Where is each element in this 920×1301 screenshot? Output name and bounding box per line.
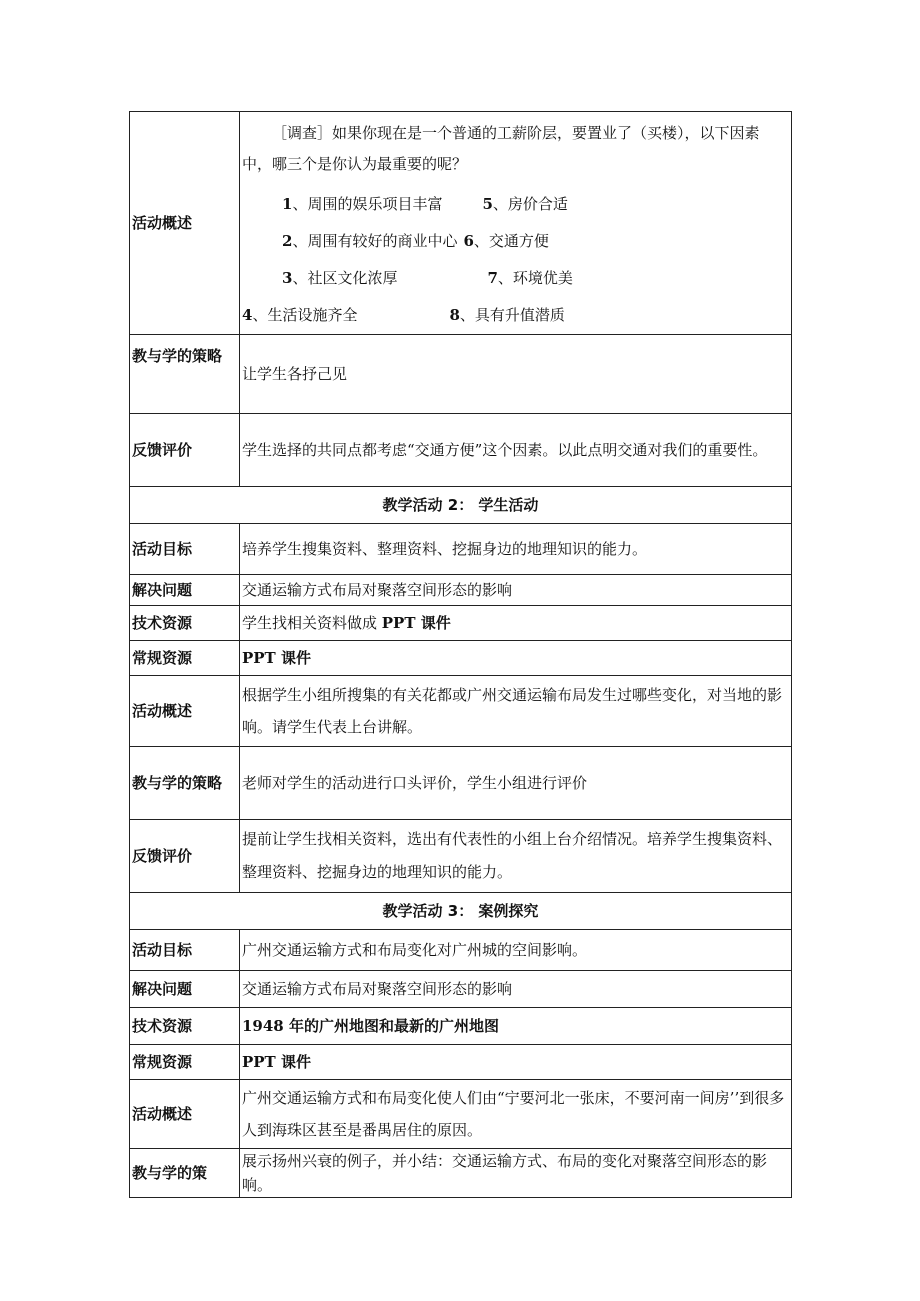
option-4-number: 4 (242, 306, 253, 324)
survey-content (240, 112, 792, 335)
option-1-number: 1 (282, 195, 293, 213)
row-a3-problem (130, 971, 792, 1008)
row-a2-tech (130, 606, 792, 641)
option-5-number: 5 (482, 195, 493, 213)
option-8-number: 8 (449, 306, 460, 324)
option-3-number: 3 (282, 269, 293, 287)
activity-2-title: 教学活动 2： 学生活动 (130, 487, 792, 524)
label-tech-resource: 技术资源 (130, 1008, 240, 1045)
options-row-1 (242, 186, 787, 223)
row-a3-conv (130, 1045, 792, 1080)
row-a2-overview (130, 676, 792, 747)
label-feedback: 反馈评价 (130, 414, 240, 487)
feedback-text (240, 414, 792, 487)
row-activity-overview-1 (130, 112, 792, 335)
a2-feedback-text (240, 820, 792, 893)
a2-tech-text (240, 606, 792, 641)
row-feedback-1 (130, 414, 792, 487)
row-a2-problem (130, 575, 792, 606)
row-activity-2-header (130, 487, 792, 524)
a2-feedback-paragraph: 提前让学生找相关资料，选出有代表性的小组上台介绍情况。培养学生搜集资料、整理资料、挖掘身边的地理知识的能力。 (242, 830, 783, 881)
label-conventional-resource: 常规资源 (130, 641, 240, 676)
row-activity-3-header (130, 893, 792, 930)
survey-question: ［调查］如果你现在是一个普通的工薪阶层，要置业了（买楼），以下因素中，哪三个是你认为最重要的呢？ (242, 124, 760, 173)
row-a3-strategy (130, 1149, 792, 1198)
a3-problem-text: 交通运输方式布局对聚落空间形态的影响 (240, 971, 792, 1008)
row-a3-tech (130, 1008, 792, 1045)
option-6-text: 、交通方便 (473, 232, 549, 250)
a2-goal-text: 培养学生搜集资料、整理资料、挖掘身边的地理知识的能力。 (240, 524, 792, 575)
option-7-number: 7 (487, 269, 498, 287)
a3-overview-text (240, 1080, 792, 1149)
options-row-2 (242, 223, 787, 260)
strategy-text: 让学生各抒己见 (240, 335, 792, 414)
a2-problem-text: 交通运输方式布局对聚落空间形态的影响 (240, 575, 792, 606)
options-row-4 (242, 297, 787, 334)
label-strategy: 教与学的策 (130, 1149, 240, 1198)
row-a3-goal (130, 930, 792, 971)
label-problem: 解决问题 (130, 575, 240, 606)
option-8-text: 、具有升值潜质 (459, 306, 565, 324)
option-1-text: 、周围的娱乐项目丰富 (292, 195, 443, 213)
a3-goal-text: 广州交通运输方式和布局变化对广州城的空间影响。 (240, 930, 792, 971)
a3-strategy-paragraph: 展示扬州兴衰的例子，并小结：交通运输方式、布局的变化对聚落空间形态的影响。 (242, 1152, 768, 1194)
a2-strategy-text: 老师对学生的活动进行口头评价，学生小组进行评价 (240, 747, 792, 820)
option-2-number: 2 (282, 232, 293, 250)
row-a2-feedback (130, 820, 792, 893)
a2-conv-text: PPT 课件 (240, 641, 792, 676)
label-feedback: 反馈评价 (130, 820, 240, 893)
label-activity-overview: 活动概述 (130, 676, 240, 747)
label-activity-goal: 活动目标 (130, 930, 240, 971)
option-3-text: 、社区文化浓厚 (292, 269, 398, 287)
a3-overview-paragraph: 广州交通运输方式和布局变化使人们由“宁要河北一张床，不要河南一间房’’到很多人到海珠区甚至是番禺居住的原因。 (242, 1089, 785, 1139)
a3-conv-text: PPT 课件 (240, 1045, 792, 1080)
row-strategy-1 (130, 335, 792, 414)
activity-3-title: 教学活动 3： 案例探究 (130, 893, 792, 930)
a3-strategy-text (240, 1149, 792, 1198)
label-tech-resource: 技术资源 (130, 606, 240, 641)
option-5-text: 、房价合适 (492, 195, 568, 213)
label-activity-goal: 活动目标 (130, 524, 240, 575)
label-activity-overview: 活动概述 (130, 112, 240, 335)
option-6-number: 6 (463, 232, 474, 250)
option-7-text: 、环境优美 (497, 269, 573, 287)
feedback-paragraph: 学生选择的共同点都考虑“交通方便”这个因素。以此点明交通对我们的重要性。 (242, 440, 768, 459)
label-problem: 解决问题 (130, 971, 240, 1008)
option-2-text: 、周围有较好的商业中心 (292, 232, 458, 250)
lesson-plan-table (129, 111, 792, 1198)
a3-tech-text: 1948 年的广州地图和最新的广州地图 (240, 1008, 792, 1045)
row-a3-overview (130, 1080, 792, 1149)
a2-overview-paragraph: 根据学生小组所搜集的有关花都或广州交通运输布局发生过哪些变化，对当地的影响。请学生代表上台讲解。 (242, 686, 783, 736)
row-a2-strategy (130, 747, 792, 820)
row-a2-conv (130, 641, 792, 676)
option-4-text: 、生活设施齐全 (252, 306, 358, 324)
a2-tech-prefix: 学生找相关资料做成 (242, 614, 382, 632)
a2-overview-text (240, 676, 792, 747)
label-strategy: 教与学的策略 (130, 335, 240, 414)
row-a2-goal (130, 524, 792, 575)
label-strategy: 教与学的策略 (130, 747, 240, 820)
label-activity-overview: 活动概述 (130, 1080, 240, 1149)
label-conventional-resource: 常规资源 (130, 1045, 240, 1080)
options-row-3 (242, 260, 787, 297)
a2-tech-bold: PPT 课件 (381, 614, 451, 632)
